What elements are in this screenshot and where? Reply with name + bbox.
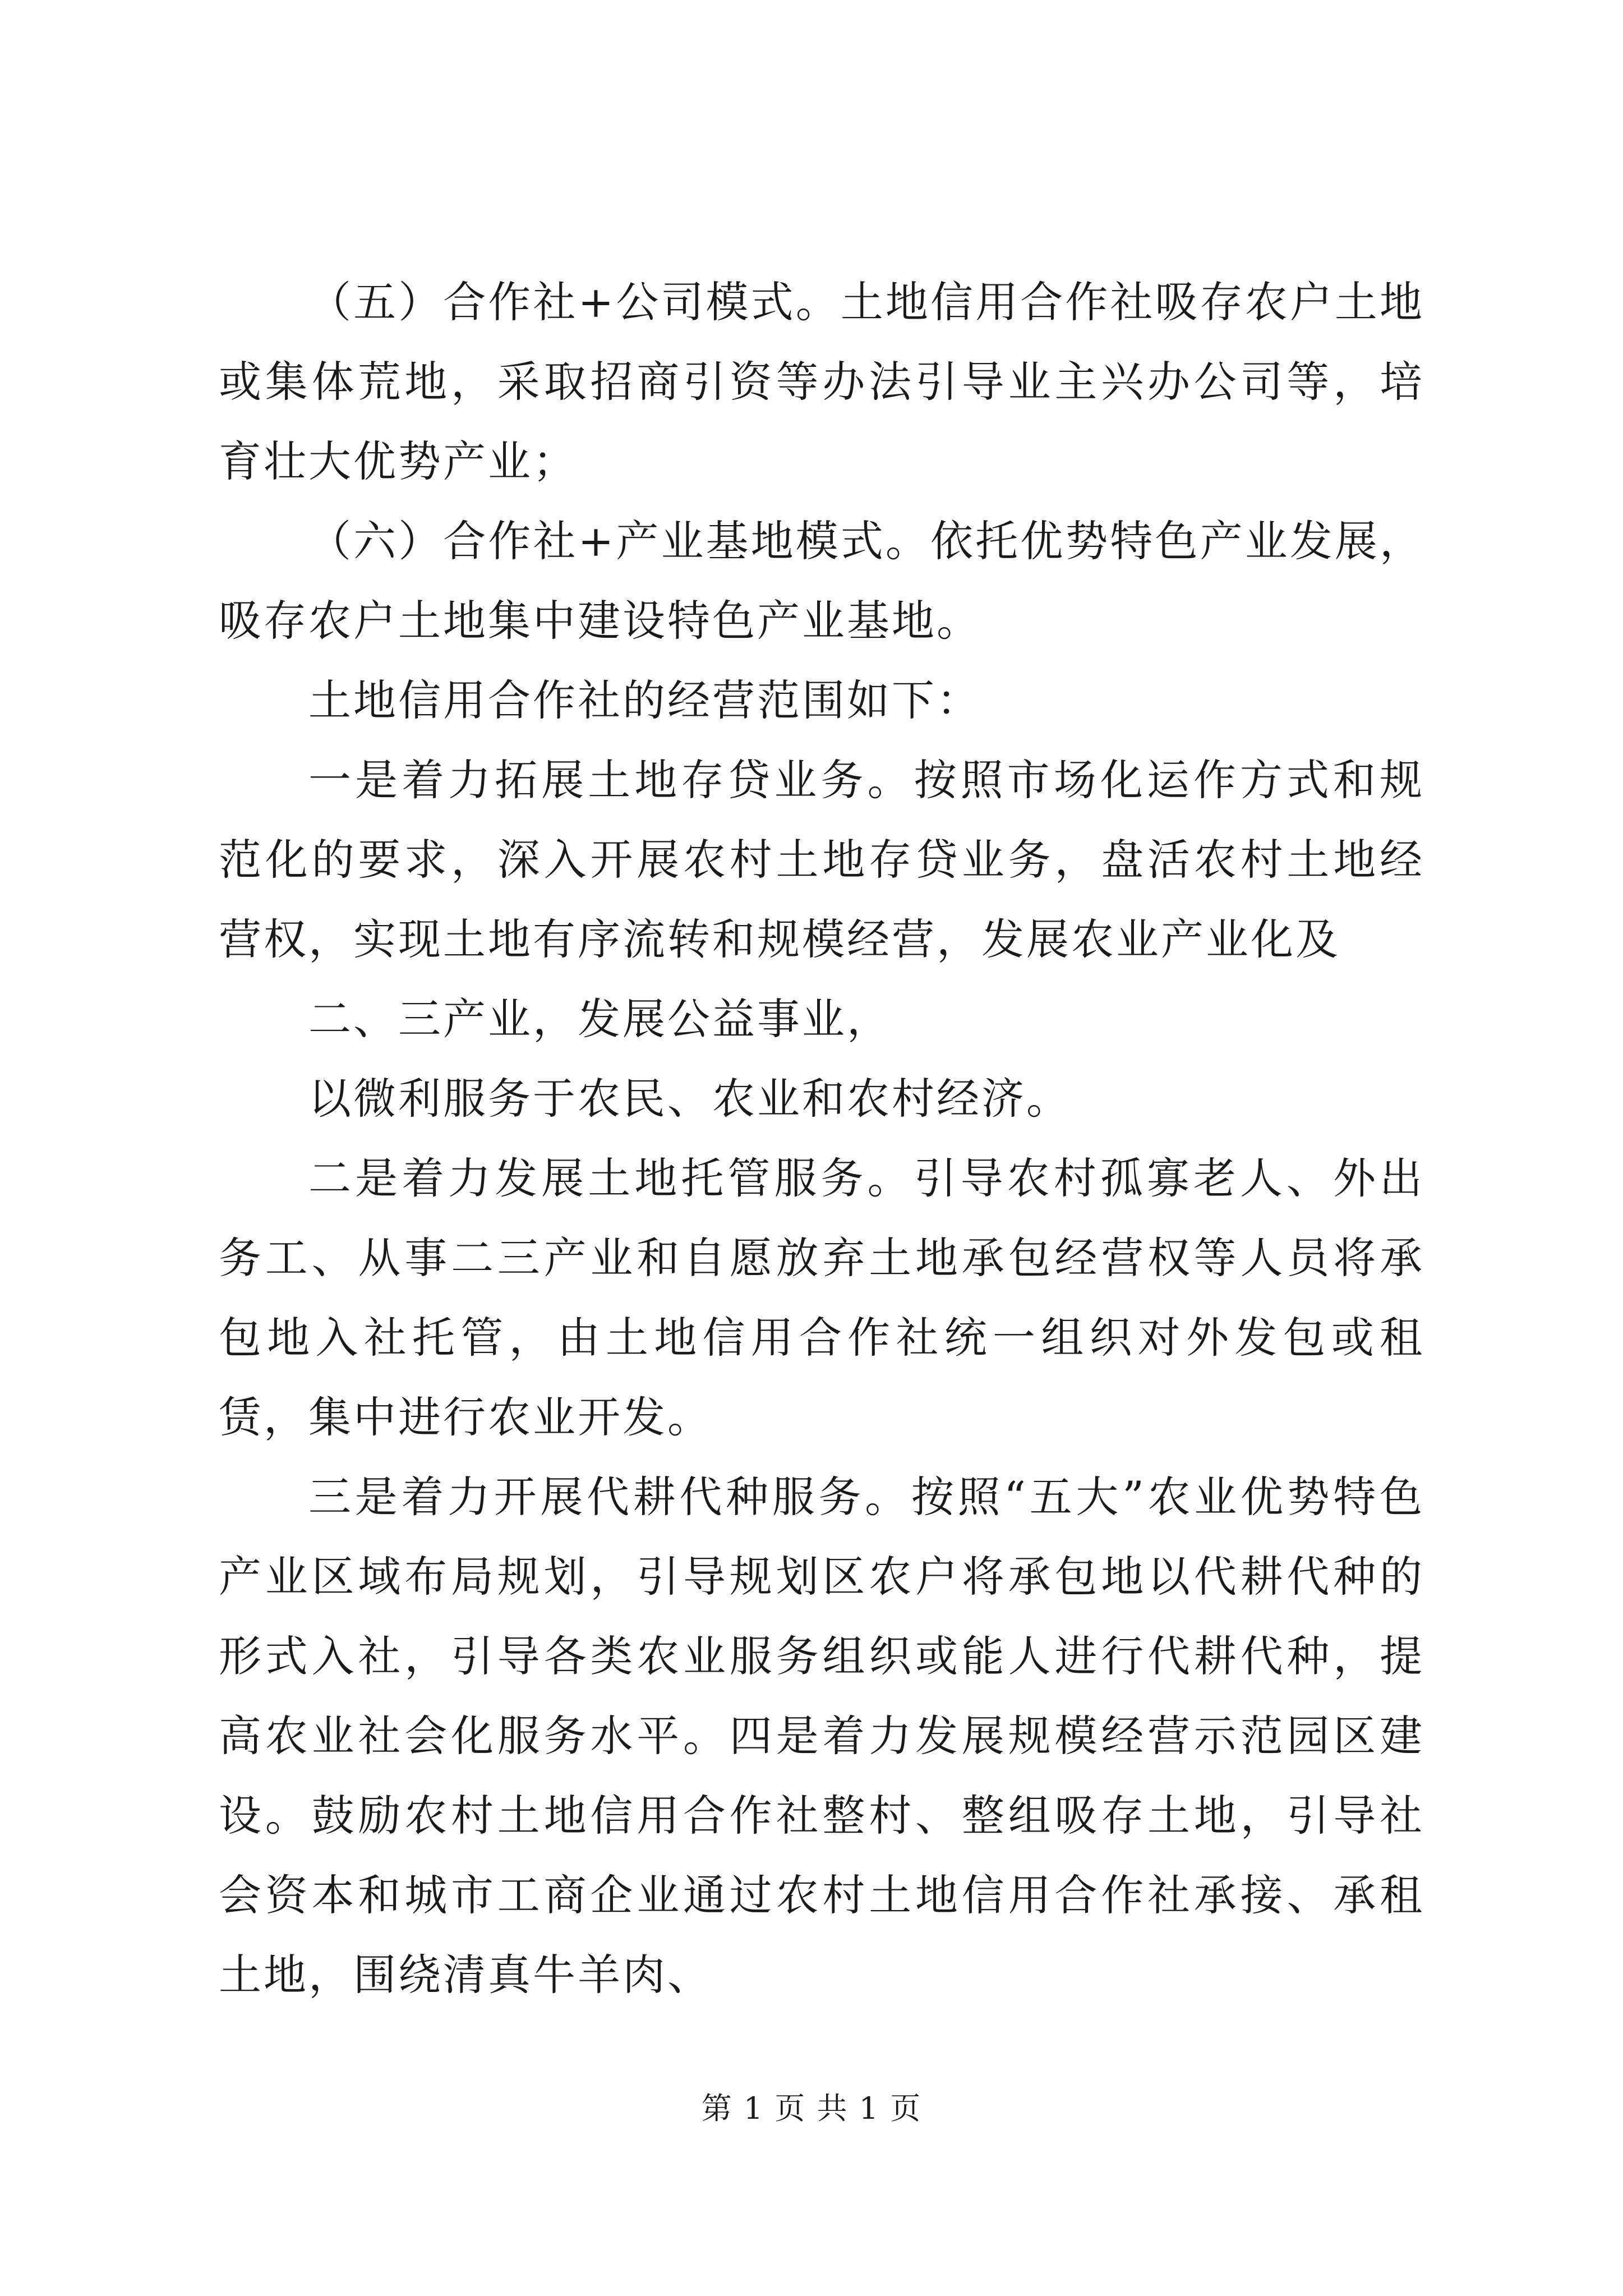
- paragraph-scope-intro: 土地信用合作社的经营范围如下：: [308, 675, 981, 725]
- paragraph-scope-one-end: 以微利服务于农民、农业和农村经济。: [308, 1074, 1071, 1124]
- paragraph-scope-one: 一是着力拓展土地存贷业务。按照市场化运作方式和规范化的要求，深入开展农村土地存贷业务，盘活农村土地经营权，实现土地有序流转和规模经营，发展农业产业化及: [219, 755, 1424, 964]
- paragraph-scope-three-four: 三是着力开展代耕代种服务。按照“五大”农业优势特色产业区域布局规划，引导规划区农户将承包地以代耕代种的形式入社，引导各类农业服务组织或能人进行代耕代种，提高农业社会化服务水平。四是着力发展规模经营示范园区建设。鼓励农村土地信用合作社整村、整组吸存土地，引导社会资本和城市工商企业通过农村土地信用合作社承接、承租土地，围绕清真牛羊肉、: [219, 1472, 1424, 2000]
- paragraph-scope-two: 二是着力发展土地托管服务。引导农村孤寡老人、外出务工、从事二三产业和自愿放弃土地承包经营权等人员将承包地入社托管，由土地信用合作社统一组织对外发包或租赁，集中进行农业开发。: [219, 1153, 1424, 1442]
- paragraph-mode-six: （六）合作社+产业基地模式。依托优势特色产业发展，吸存农户土地集中建设特色产业基地。: [219, 516, 1424, 646]
- paragraph-mode-five: （五）合作社+公司模式。土地信用合作社吸存农户土地或集体荒地，采取招商引资等办法引导业主兴办公司等，培育壮大优势产业；: [219, 277, 1424, 486]
- paragraph-scope-one-cont: 二、三产业，发展公益事业，: [308, 994, 892, 1044]
- page-number-footer: 第 1 页 共 1 页: [701, 2091, 922, 2126]
- document-body: [219, 263, 1424, 2015]
